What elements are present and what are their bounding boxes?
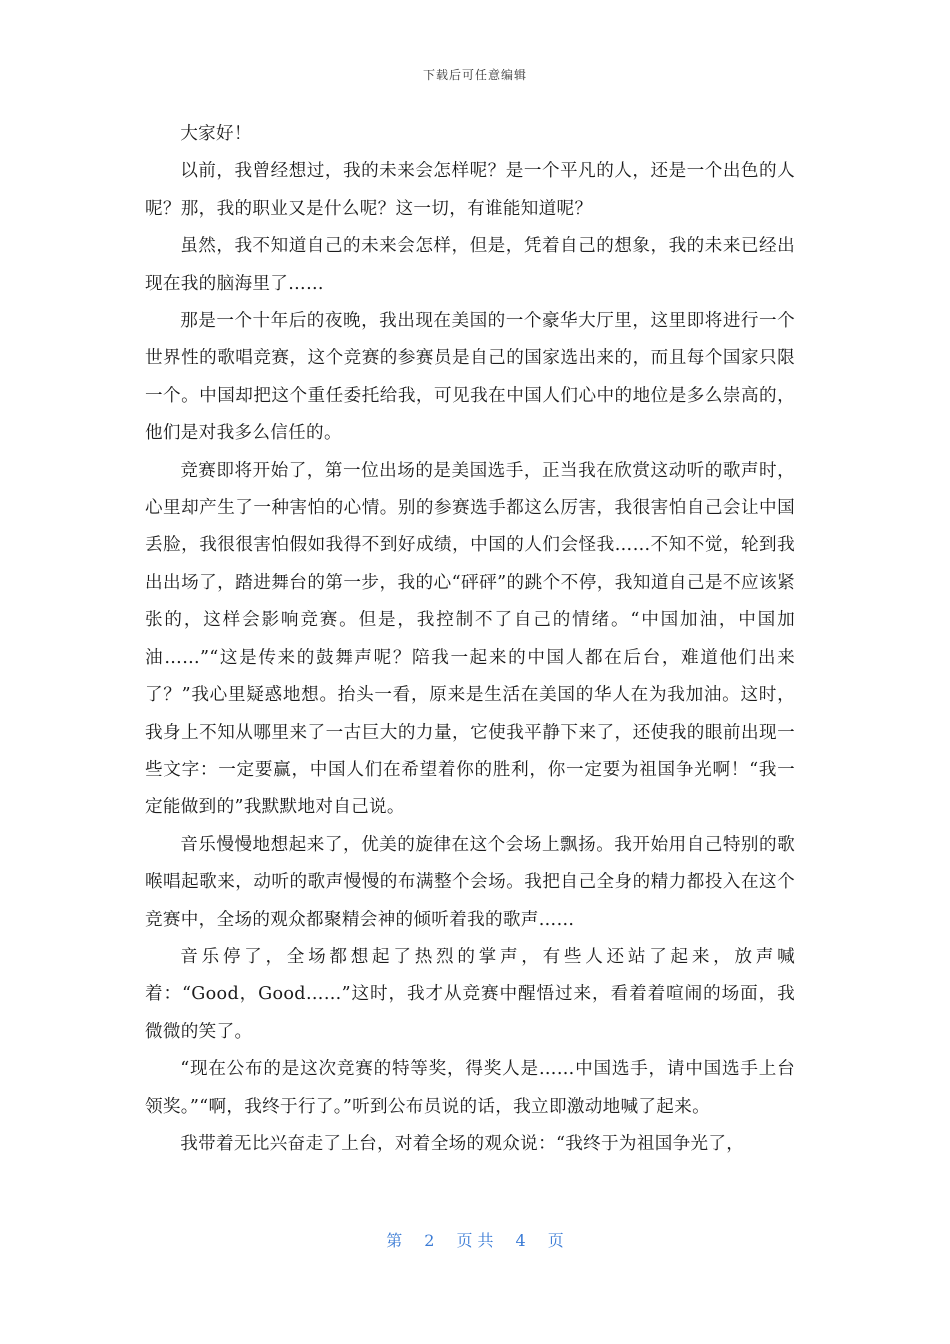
footer-prefix: 第 xyxy=(386,1231,403,1250)
paragraph: 以前，我曾经想过，我的未来会怎样呢？是一个平凡的人，还是一个出色的人呢？那，我的职业又是什么呢？这一切，有谁能知道呢？ xyxy=(145,161,795,219)
document-body xyxy=(145,116,795,1163)
footer-suffix: 页 xyxy=(547,1231,564,1250)
paragraph: 我带着无比兴奋走了上台，对着全场的观众说：“我终于为祖国争光了， xyxy=(180,1133,745,1154)
footer-total-pages: 4 xyxy=(515,1231,526,1250)
footer-middle: 页 共 xyxy=(456,1231,494,1250)
paragraph: 音乐慢慢地想起来了，优美的旋律在这个会场上飘扬。我开始用自己特别的歌喉唱起歌来，动听的歌声慢慢的布满整个会场。我把自己全身的精力都投入在这个竞赛中，全场的观众都聚精会神的倾听着我的歌声…… xyxy=(145,834,795,930)
paragraph: “现在公布的是这次竞赛的特等奖，得奖人是……中国选手，请中国选手上台领奖。”“啊，我终于行了。”听到公布员说的话，我立即激动地喊了起来。 xyxy=(145,1059,795,1117)
footer-page-number: 2 xyxy=(424,1231,435,1250)
paragraph: 竞赛即将开始了，第一位出场的是美国选手，正当我在欣赏这动听的歌声时，心里却产生了一种害怕的心情。别的参赛选手都这么厉害，我很害怕自己会让中国丢脸，我很很害怕假如我得不到好成绩，中国的人们会怪我……不知不觉，轮到我出出场了，踏进舞台的第一步，我的心“砰砰”的跳个不停，我知道自己是不应该紧张的，这样会影响竞赛。但是，我控制不了自己的情绪。“中国加油，中国加油……”“这是传来的鼓舞声呢？陪我一起来的中国人都在后台，难道他们出来了？”我心里疑惑地想。抬头一看，原来是生活在美国的华人在为我加油。这时，我身上不知从哪里来了一古巨大的力量，它使我平静下来了，还使我的眼前出现一些文字：一定要赢，中国人们在希望着你的胜利，你一定要为祖国争光啊！“我一定能做到的”我默默地对自己说。 xyxy=(145,460,795,818)
paragraph: 虽然，我不知道自己的未来会怎样，但是，凭着自己的想象，我的未来已经出现在我的脑海里了…… xyxy=(145,236,795,294)
page-header: 下载后可任意编辑 xyxy=(422,68,527,82)
paragraph: 音乐停了，全场都想起了热烈的掌声，有些人还站了起来，放声喊着：“Good，Good……”这时，我才从竞赛中醒悟过来，看着着喧闹的场面，我微微的笑了。 xyxy=(145,946,795,1042)
page-footer xyxy=(0,1228,950,1251)
paragraph: 那是一个十年后的夜晚，我出现在美国的一个豪华大厅里，这里即将进行一个世界性的歌唱竞赛，这个竞赛的参赛员是自己的国家选出来的，而且每个国家只限一个。中国却把这个重任委托给我，可见我在中国人们心中的地位是多么崇高的，他们是对我多么信任的。 xyxy=(145,311,795,444)
paragraph: 大家好！ xyxy=(180,124,252,144)
